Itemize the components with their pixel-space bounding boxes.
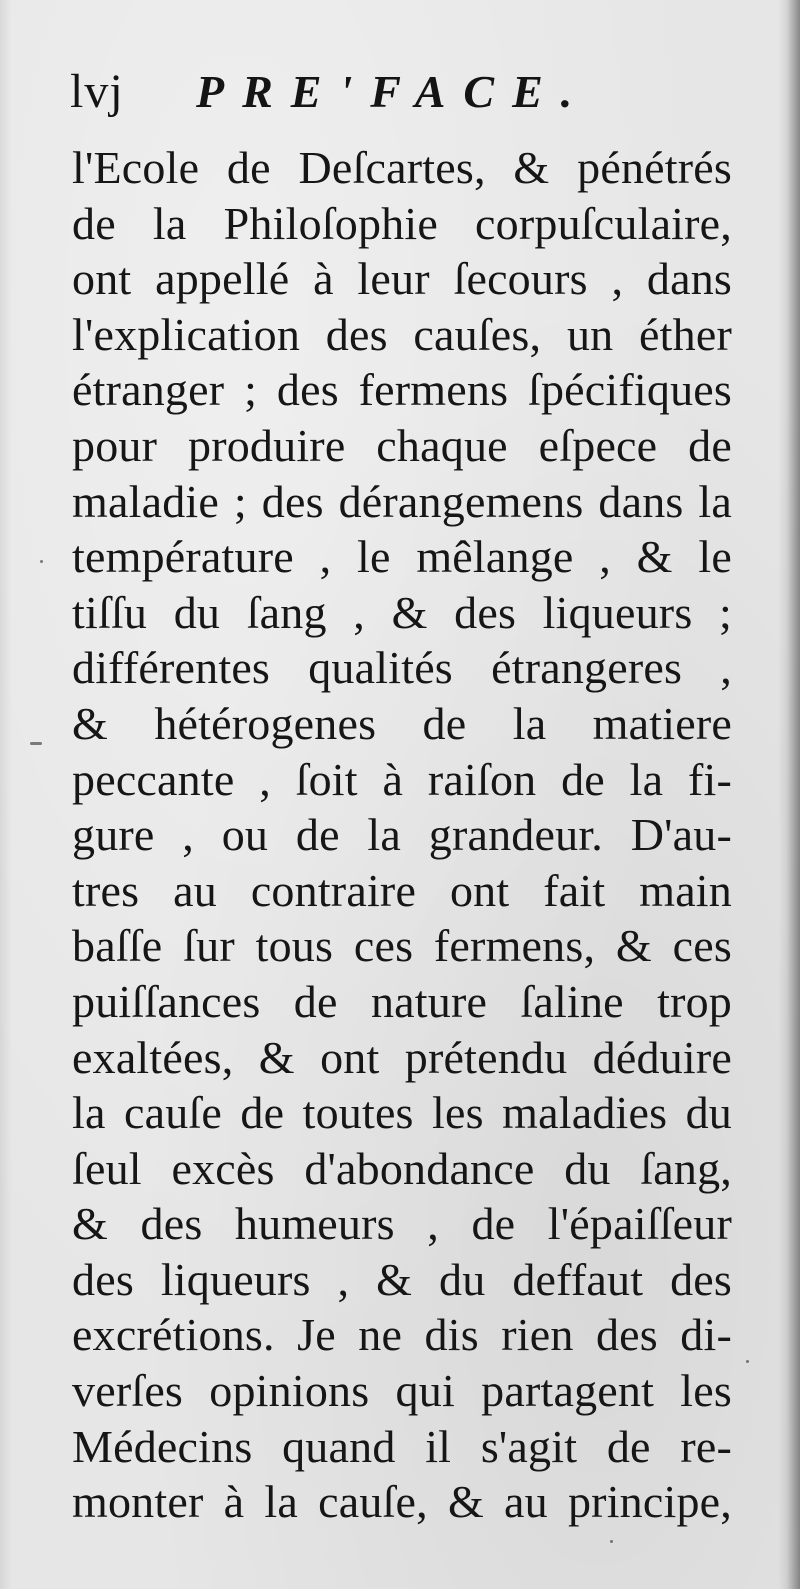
page-edge-shadow [778, 0, 800, 1589]
text-line: verſes opinions qui partagent les [72, 1365, 732, 1417]
running-title: PRE'FACE. [196, 66, 591, 117]
paper-speck [30, 742, 42, 745]
text-line: l'explication des cauſes, un éther [72, 308, 732, 360]
text-line: de la Philoſophie corpuſculaire, [72, 197, 732, 249]
body-text [72, 140, 732, 1530]
text-line: ont appellé à leur ſecours , dans [72, 253, 732, 305]
text-line: différentes qualités étrangeres , [72, 642, 732, 694]
text-line: monter à la cauſe, & au principe, [72, 1476, 732, 1528]
paper-speck [746, 1360, 749, 1363]
text-line: la cauſe de toutes les maladies du [72, 1087, 732, 1139]
text-line: peccante , ſoit à raiſon de la fi- [72, 753, 732, 805]
text-line: pour produire chaque eſpece de [72, 419, 732, 471]
text-line: tiſſu du ſang , & des liqueurs ; [72, 586, 732, 638]
text-line: ſeul excès d'abondance du ſang, [72, 1142, 732, 1194]
text-line: puiſſances de nature ſaline trop [72, 975, 732, 1027]
text-line: & des humeurs , de l'épaiſſeur [72, 1198, 732, 1250]
text-line: température , le mêlange , & le [72, 531, 732, 583]
text-line: excrétions. Je ne dis rien des di- [72, 1309, 732, 1361]
text-line: l'Ecole de Deſcartes, & pénétrés [72, 142, 732, 193]
text-line: des liqueurs , & du deffaut des [72, 1253, 732, 1305]
paper-speck [40, 560, 43, 563]
text-line: gure , ou de la grandeur. D'au- [72, 809, 732, 861]
page-number: lvj [70, 65, 124, 118]
page-gutter-shadow [0, 0, 12, 1589]
text-line: tres au contraire ont fait main [72, 864, 732, 916]
text-line: maladie ; des dérangemens dans la [72, 475, 732, 527]
page-header [70, 58, 730, 124]
text-line: baſſe ſur tous ces fermens, & ces [72, 920, 732, 972]
text-line: Médecins quand il s'agit de re- [72, 1420, 732, 1472]
text-line: & hétérogenes de la matiere [72, 697, 732, 749]
text-line: étranger ; des fermens ſpécifiques [72, 364, 732, 416]
paper-speck [610, 1540, 613, 1543]
text-line: exaltées, & ont prétendu déduire [72, 1031, 732, 1083]
